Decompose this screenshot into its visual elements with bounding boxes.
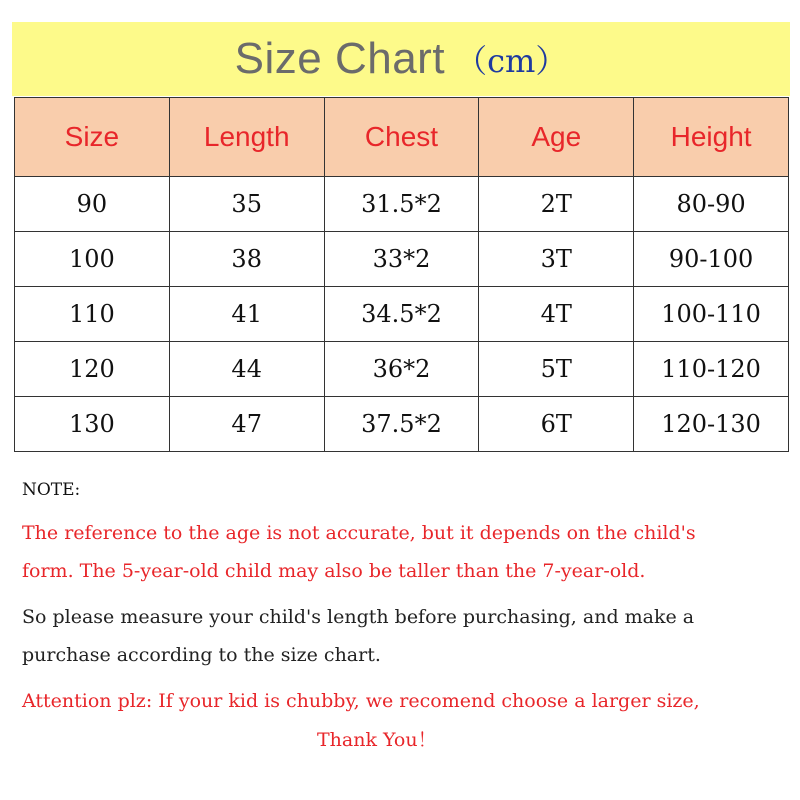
title-unit: （cm） [455, 42, 568, 80]
header-chest: Chest [324, 98, 479, 177]
note-attention: Attention plz: If your kid is chubby, we recomend choose a larger size, [22, 690, 700, 712]
header-size: Size [15, 98, 170, 177]
cell-length: 44 [169, 342, 324, 397]
cell-age: 4T [479, 287, 634, 342]
cell-length: 35 [169, 177, 324, 232]
cell-length: 47 [169, 397, 324, 452]
cell-height: 100-110 [634, 287, 789, 342]
table-row [15, 232, 789, 287]
size-table [14, 97, 789, 452]
table-row [15, 287, 789, 342]
cell-height: 90-100 [634, 232, 789, 287]
notes-section [22, 480, 792, 760]
note-black-line-1: So please measure your child's length before purchasing, and make a [22, 606, 695, 628]
table-header-row [15, 98, 789, 177]
cell-age: 6T [479, 397, 634, 452]
note-red-line-2: form. The 5-year-old child may also be taller than the 7-year-old. [22, 560, 646, 582]
header-height: Height [634, 98, 789, 177]
cell-chest: 37.5*2 [324, 397, 479, 452]
note-thanks: Thank You！ [317, 729, 437, 751]
header-length: Length [169, 98, 324, 177]
table-row [15, 397, 789, 452]
title-bar [12, 22, 790, 96]
cell-height: 110-120 [634, 342, 789, 397]
cell-chest: 33*2 [324, 232, 479, 287]
cell-chest: 36*2 [324, 342, 479, 397]
cell-age: 2T [479, 177, 634, 232]
note-red-line-1: The reference to the age is not accurate, but it depends on the child's [22, 522, 696, 544]
page-title: Size Chart [234, 34, 446, 83]
table-row [15, 177, 789, 232]
cell-size: 130 [15, 397, 170, 452]
cell-size: 110 [15, 287, 170, 342]
cell-age: 5T [479, 342, 634, 397]
cell-height: 80-90 [634, 177, 789, 232]
note-black-line-2: purchase according to the size chart. [22, 644, 381, 666]
cell-chest: 31.5*2 [324, 177, 479, 232]
cell-height: 120-130 [634, 397, 789, 452]
cell-chest: 34.5*2 [324, 287, 479, 342]
cell-size: 90 [15, 177, 170, 232]
cell-age: 3T [479, 232, 634, 287]
header-age: Age [479, 98, 634, 177]
cell-size: 100 [15, 232, 170, 287]
cell-length: 41 [169, 287, 324, 342]
note-label: NOTE: [22, 480, 81, 500]
cell-size: 120 [15, 342, 170, 397]
table-row [15, 342, 789, 397]
cell-length: 38 [169, 232, 324, 287]
